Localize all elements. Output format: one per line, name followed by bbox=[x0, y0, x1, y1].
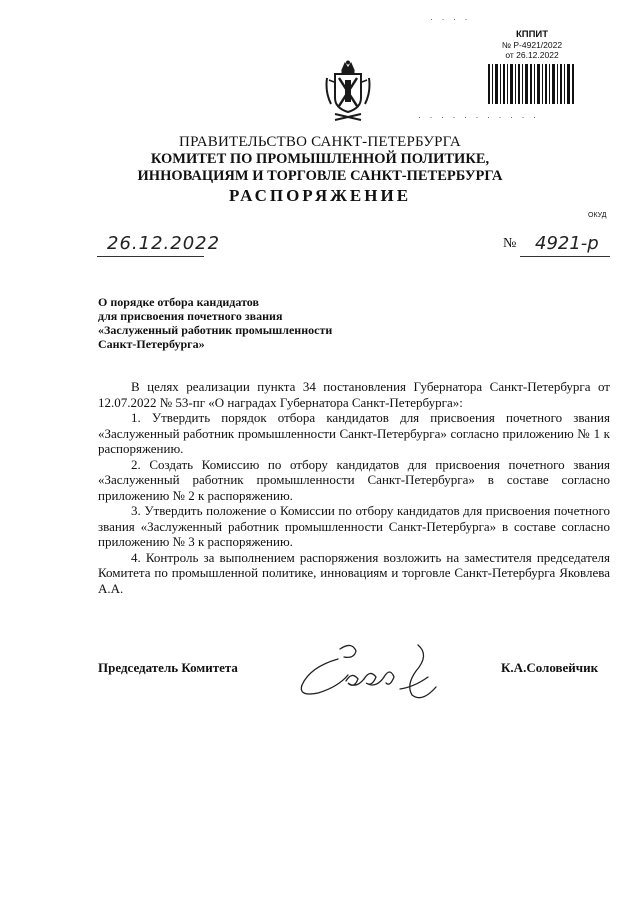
stamp-reg-date: от 26.12.2022 bbox=[505, 50, 559, 60]
stamp-org: КППИТ bbox=[515, 29, 549, 40]
decorative-dots: · · · · · · · · · · · bbox=[418, 112, 539, 122]
document-number: 4921-р bbox=[535, 233, 599, 254]
number-label: № bbox=[503, 236, 517, 251]
number-underline bbox=[520, 256, 610, 257]
subject-line: для присвоения почетного звания bbox=[98, 309, 283, 323]
barcode-icon bbox=[486, 64, 578, 104]
subject-line: Санкт-Петербурга» bbox=[98, 337, 205, 351]
item-paragraph-4: 4. Контроль за выполнением распоряжения возложить на заместителя председателя Комитета по промышленной политике, инновациям и торговле Санкт-Петербурга Яковлева А.А. bbox=[98, 549, 610, 596]
document-subject bbox=[98, 295, 418, 351]
document-type: РАСПОРЯЖЕНИЕ bbox=[228, 186, 412, 205]
subject-line: О порядке отбора кандидатов bbox=[98, 295, 259, 309]
item-paragraph-2: 2. Создать Комиссию по отбору кандидатов для присвоения почетного звания «Заслуженный работник промышленности Санкт-Петербурга» в составе согласно приложению № 2 к распоряжению. bbox=[98, 456, 610, 503]
registration-stamp bbox=[486, 30, 578, 60]
document-body bbox=[98, 379, 610, 596]
handwritten-signature-icon bbox=[290, 637, 450, 707]
subject-line: «Заслуженный работник промышленности bbox=[98, 323, 333, 337]
okud-label: ОКУД bbox=[588, 212, 607, 219]
intro-paragraph: В целях реализации пункта 34 постановления Губернатора Санкт-Петербурга от 12.07.2022 № 53-пг «О наградах Губернатора Санкт-Петербурга»: bbox=[98, 379, 610, 410]
coat-of-arms-icon bbox=[325, 60, 371, 122]
decorative-dots: · · · · bbox=[430, 14, 471, 24]
committee-name-line1: КОМИТЕТ ПО ПРОМЫШЛЕННОЙ ПОЛИТИКЕ, bbox=[150, 151, 490, 167]
signatory-name: К.А.Соловейчик bbox=[501, 660, 599, 675]
document-date: 26.12.2022 bbox=[107, 233, 221, 254]
date-underline bbox=[97, 256, 204, 257]
committee-name-line2: ИННОВАЦИЯМ И ТОРГОВЛЕ САНКТ-ПЕТЕРБУРГА bbox=[137, 168, 503, 184]
item-paragraph-1: 1. Утвердить порядок отбора кандидатов для присвоения почетного звания «Заслуженный работник промышленности Санкт-Петербурга» согласно приложению № 1 к распоряжению. bbox=[98, 410, 610, 456]
stamp-reg-number: № Р-4921/2022 bbox=[501, 40, 563, 50]
signatory-title: Председатель Комитета bbox=[98, 660, 238, 675]
item-paragraph-3: 3. Утвердить положение о Комиссии по отбору кандидатов для присвоения почетного звания «Заслуженный работник промышленности Санкт-Петербурга» в составе согласно приложению № 3 к распоряжению. bbox=[98, 503, 610, 549]
government-name: ПРАВИТЕЛЬСТВО САНКТ-ПЕТЕРБУРГА bbox=[179, 134, 461, 150]
